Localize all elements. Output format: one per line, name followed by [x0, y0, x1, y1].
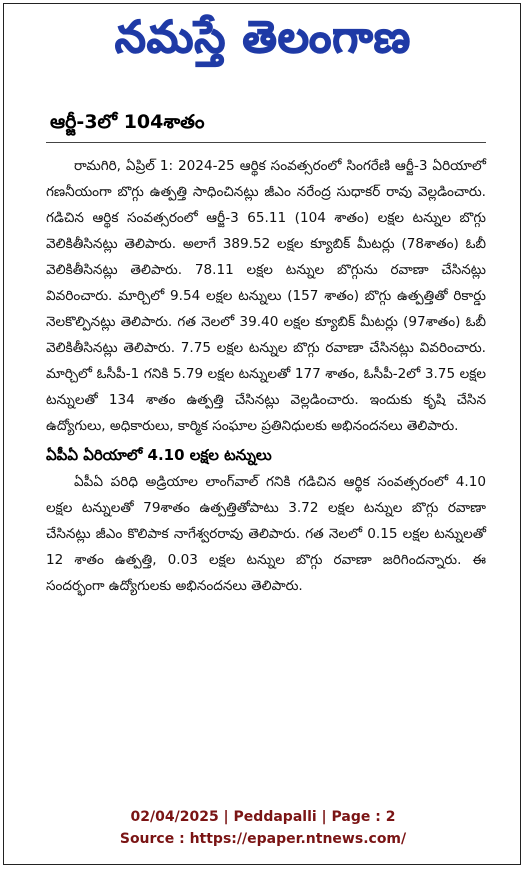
footer-source: Source : https://epaper.ntnews.com/ — [119, 831, 407, 847]
article-headline: ఆర్జీ-3లో 104శాతం — [50, 111, 205, 133]
article-paragraph-2: ఏపీఏ పరిధి అడ్రియాల లాంగ్‌వాల్ గనికి గడిచిన ఆర్థిక సంవత్సరంలో 4.10 లక్షల టన్నులతో 79శాతం ఉత్పత్తితోపాటు 3.72 లక్షల టన్నుల బొగ్గు రవాణా చేసినట్లు జీఎం కొలిపాక నాగేశ్వరరావు తెలిపారు. గత నెలలో 0.15 లక్షల టన్నులతో 12 శాతం ఉత్పత్తి, 0.03 లక్షల టన్నుల బొగ్గు రవాణా జరిగిందన్నారు. ఈ సందర్భంగా ఉద్యోగులకు అభినందనలు తెలిపారు. — [46, 474, 486, 594]
news-clipping — [46, 108, 486, 599]
headline-divider — [46, 142, 486, 143]
newspaper-masthead: నమస్తే తెలంగాణ — [114, 12, 412, 63]
article-paragraph-1: రామగిరి, ఏప్రిల్ 1: 2024-25 ఆర్థిక సంవత్సరంలో సింగరేణి ఆర్జీ-3 ఏరియాలో గణనీయంగా బొగ్గు ఉత్పత్తి సాధించినట్లు జీఎం నరేంద్ర సుధాకర్ రావు వెల్లడించారు. గడిచిన ఆర్థిక సంవత్సరంలో ఆర్జీ-3 65.11 (104 శాతం) లక్షల టన్నుల బొగ్గు వెలికితీసినట్లు తెలిపారు. అలాగే 389.52 లక్షల క్యూబిక్ మీటర్లు (78శాతం) ఓబీ వెలికితీసినట్లు తెలిపారు. 78.11 లక్షల టన్నుల బొగ్గును రవాణా చేసినట్లు వివరించారు. మార్చిలో 9.54 లక్షల టన్నులు (157 శాతం) బొగ్గు ఉత్పత్తితో రికార్డు నెలకొల్పినట్లు తెలిపారు. గత నెలలో 39.40 లక్షల క్యూబిక్ మీటర్లు (97శాతం) ఓబీ వెలికితీసినట్లు తెలిపారు. 7.75 లక్షల టన్నుల బొగ్గు రవాణా చేసినట్లు వివరించారు. మార్చిలో ఓసీపీ-1 గనికి 5.79 లక్షల టన్నులతో 177 శాతం, ఓసీపీ-2లో 3.75 లక్షల టన్నులతో 134 శాతం ఉత్పత్తి చేసినట్లు వెల్లడించారు. ఇందుకు కృషి చేసిన ఉద్యోగులు, అధికారులు, కార్మిక సంఘాల ప్రతినిధులకు అభినందనలు తెలిపారు. — [46, 158, 486, 434]
article-subheading: ఏపీఏ ఏరియాలో 4.10 లక్షల టన్నులు — [46, 446, 272, 464]
footer-date-edition: 02/04/2025 | Peddapalli | Page : 2 — [130, 809, 396, 825]
